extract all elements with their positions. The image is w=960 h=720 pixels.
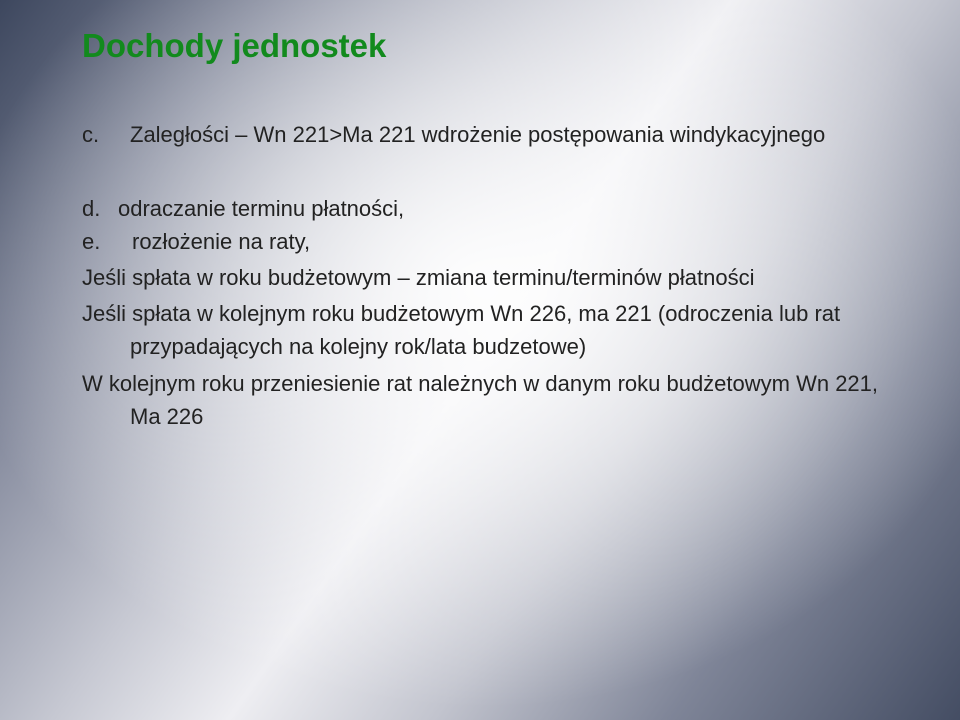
list-item-e-text: rozłożenie na raty, [132, 229, 311, 254]
list-marker-e: e. [82, 229, 101, 254]
paragraph-current-year: Jeśli spłata w roku budżetowym – zmiana terminu/terminów płatności [82, 265, 755, 290]
list-item-c [82, 118, 882, 151]
slide-content [82, 118, 882, 433]
list-item-d [82, 192, 882, 225]
list-marker-c: c. [82, 122, 100, 147]
paragraph-transfer: W kolejnym roku przeniesienie rat należnych w danym roku budżetowym Wn 221, Ma 226 [82, 371, 879, 429]
list-item-c-text: Zaległości – Wn 221>Ma 221 wdrożenie postępowania windykacyjnego [130, 122, 826, 147]
list-marker-d: d. [82, 196, 101, 221]
list-item-e [82, 225, 882, 258]
list-item-d-text: odraczanie terminu płatności, [118, 196, 405, 221]
slide-title: Dochody jednostek [82, 27, 387, 64]
paragraph-next-year: Jeśli spłata w kolejnym roku budżetowym Wn 226, ma 221 (odroczenia lub rat przypadających na kolejny rok/lata budzetowe) [82, 301, 841, 359]
